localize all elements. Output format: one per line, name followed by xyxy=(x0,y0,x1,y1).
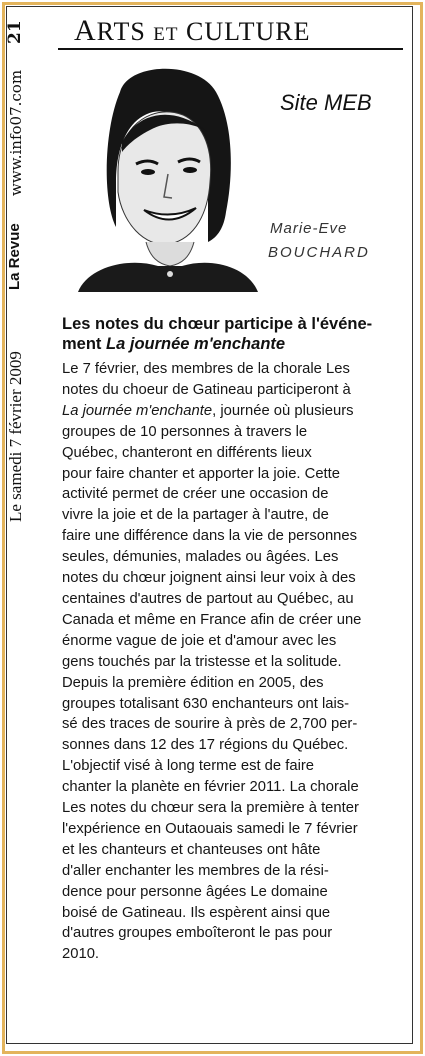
body-line: Les notes du chœur sera la première à tenter xyxy=(62,800,359,817)
body-line: pour faire chanter et apporter la joie. Cette xyxy=(62,465,341,482)
body-line: La journée m'enchante, journée où plusieurs xyxy=(62,402,354,419)
body-line: énorme vague de joie et d'amour avec les xyxy=(62,632,337,649)
website-url: www.info07.com xyxy=(7,69,25,196)
publication-date: Le samedi 7 février 2009 xyxy=(6,351,25,522)
body-line: Québec, chanteront en différents lieux xyxy=(62,444,312,461)
portrait-photo xyxy=(58,52,258,292)
body-line: centaines d'autres de partout au Québec, au xyxy=(62,590,354,607)
body-line: faire une différence dans la vie de personnes xyxy=(62,528,358,545)
section-title: ARTS ET CULTURE xyxy=(74,14,311,47)
body-line: Canada et même en France afin de créer une xyxy=(62,611,362,628)
body-line: Depuis la première édition en 2005, des xyxy=(62,674,324,691)
body-line: et les chanteurs et chanteuses ont hâte xyxy=(62,841,321,858)
body-line: L'objectif visé à long terme est de faire xyxy=(62,758,315,775)
page-number: 21 xyxy=(5,20,25,44)
headline-line-2: ment La journée m'enchante xyxy=(62,335,286,353)
section-header xyxy=(58,10,403,46)
body-line: vivre la joie et de la partager à l'autre, de xyxy=(62,507,329,524)
article-body xyxy=(62,359,407,965)
body-line: groupes de 10 personnes à travers le xyxy=(62,423,308,440)
article-headline xyxy=(62,314,407,354)
author-last-name: BOUCHARD xyxy=(268,244,370,261)
body-line: d'aller enchanter les membres de la rési- xyxy=(62,862,329,879)
body-line: Le 7 février, des membres de la chorale Les xyxy=(62,361,350,377)
body-line: dence pour personne âgées Le domaine xyxy=(62,883,328,900)
body-line: seules, démunies, malades ou âgées. Les xyxy=(62,549,339,566)
publication-name: La Revue xyxy=(6,223,23,290)
body-line: l'expérience en Outaouais samedi le 7 février xyxy=(62,820,358,837)
body-line: sé des traces de sourire à près de 2,700 per- xyxy=(62,716,358,733)
author-first-name: Marie-Eve xyxy=(270,220,348,237)
body-line: notes du chœur joignent ainsi leur voix à des xyxy=(62,570,356,587)
margin-strip xyxy=(0,0,30,540)
body-line: sonnes dans 12 des 17 régions du Québec. xyxy=(62,737,349,754)
header-rule xyxy=(58,48,403,50)
body-line: activité permet de créer une occasion de xyxy=(62,486,329,503)
body-line: chanter la planète en février 2011. La chorale xyxy=(62,779,359,796)
body-line: notes du choeur de Gatineau participeront à xyxy=(62,381,351,398)
body-line: boisé de Gatineau. Ils espèrent ainsi que xyxy=(62,904,331,921)
headline-line-1: Les notes du chœur participe à l'événe- xyxy=(62,315,373,333)
body-line: d'autres groupes emboîteront le pas pour xyxy=(62,925,333,942)
portrait-illustration xyxy=(58,52,258,292)
body-line: groupes totalisant 630 enchanteurs ont lais- xyxy=(62,695,350,712)
photo-credit-site: Site MEB xyxy=(280,90,372,115)
body-line: gens touchés par la tristesse et la solitude. xyxy=(62,653,342,670)
body-line: 2010. xyxy=(62,946,100,963)
